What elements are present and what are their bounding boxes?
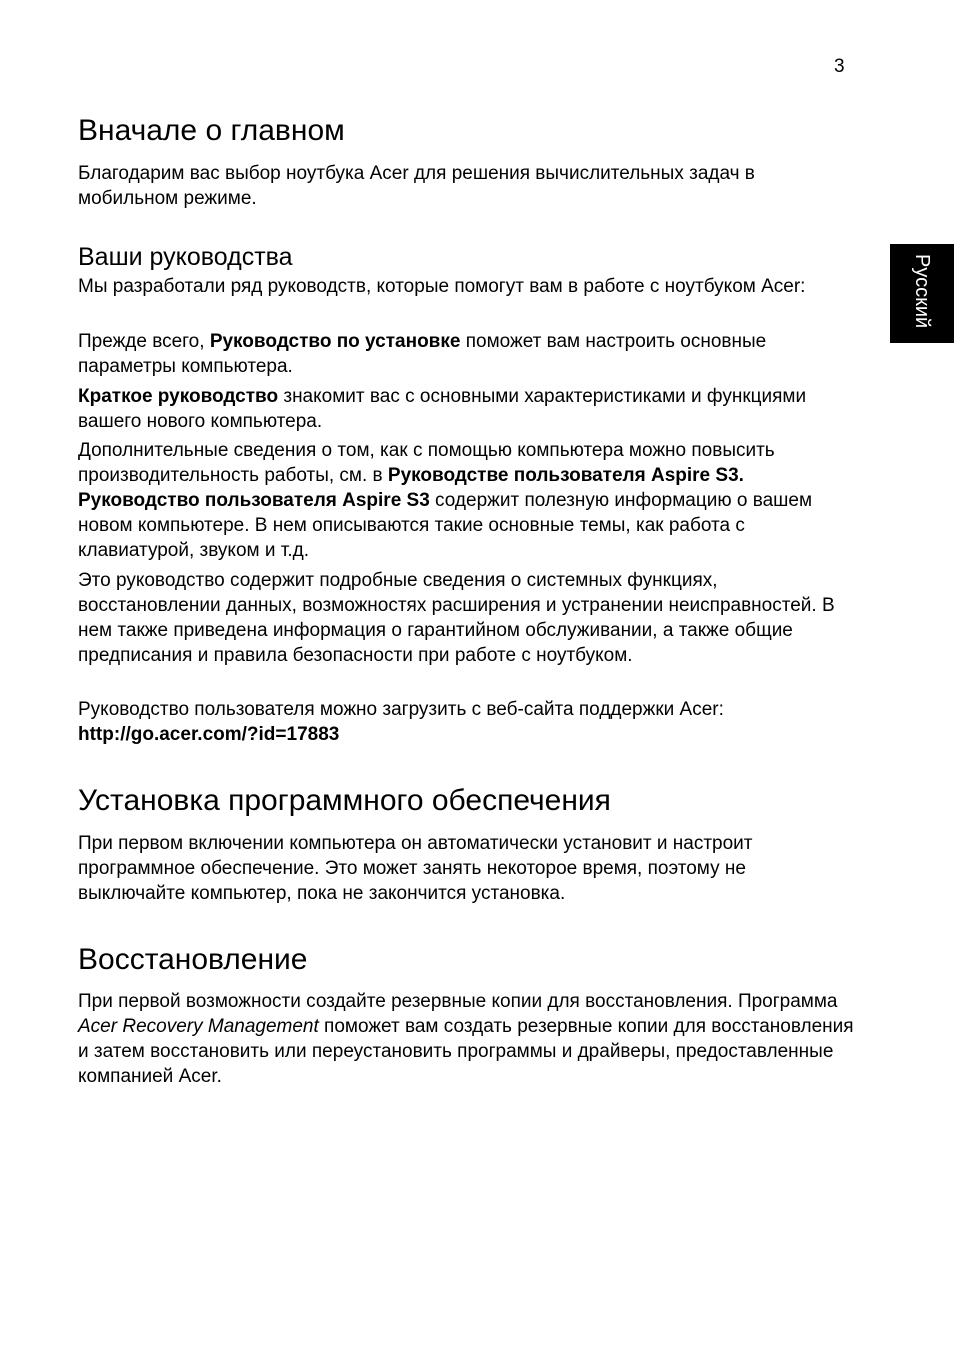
page-number: 3 (834, 56, 845, 77)
guides-p3-text: знакомит вас с основными характеристиками и функциями вашего нового компьютера. (78, 386, 807, 432)
section-title-guides: Ваши руководства (78, 243, 293, 271)
software-paragraph: При первом включении компьютера он автоматически установит и настроит программное обеспечение. Это может занять некоторое время, поэтому не выключайте компьютер, пока не закончится установка. (78, 833, 753, 904)
guides-p4-text-b: содержит полезную информацию о вашем новом компьютере. В нем описываются такие основные темы, как работа с клавиатурой, звуком и т.д. (78, 490, 813, 561)
section-title-software: Установка программного обеспечения (78, 784, 611, 817)
guides-paragraph-3 (78, 384, 858, 434)
recovery-text-b: поможет вам создать резервные копии для восстановления и затем восстановить или переустановить программы и драйверы, предоставленные компанией Acer. (78, 1016, 854, 1087)
recovery-program-name: Acer Recovery Management (78, 1016, 319, 1037)
language-tab (890, 244, 954, 343)
intro-paragraph: Благодарим вас выбор ноутбука Acer для решения вычислительных задач в мобильном режиме. (78, 163, 755, 209)
guides-p4-text-a: Дополнительные сведения о том, как с помощью компьютера можно повысить производительность работы, см. в (78, 440, 775, 486)
user-guide-name-1: Руководстве пользователя Aspire S3. (387, 465, 744, 486)
guides-paragraph-4 (78, 438, 858, 563)
recovery-text-a: При первой возможности создайте резервные копии для восстановления. Программа (78, 991, 838, 1012)
setup-guide-name: Руководство по установке (209, 331, 461, 352)
recovery-paragraph (78, 989, 858, 1089)
user-guide-name-2: Руководство пользователя Aspire S3 (78, 490, 430, 511)
support-url-link[interactable]: http://go.acer.com/?id=17883 (78, 724, 340, 745)
guides-p6-text: Руководство пользователя можно загрузить с веб-сайта поддержки Acer: (78, 699, 724, 720)
section-title-recovery: Восстановление (78, 943, 308, 976)
guides-paragraph-5: Это руководство содержит подробные сведения о системных функциях, восстановлении данных, возможностях расширения и устранении неисправностей. В нем также приведена информация о гарантийном обслуживании, а также общие предписания и правила безопасности при работе с ноутбуком. (78, 570, 835, 666)
guides-paragraph-2 (78, 329, 858, 379)
guides-paragraph-1: Мы разработали ряд руководств, которые помогут вам в работе с ноутбуком Acer: (78, 276, 806, 297)
quick-guide-name: Краткое руководство (78, 386, 279, 407)
section-title-intro: Вначале о главном (78, 114, 345, 147)
guides-p2-text-a: Прежде всего, (78, 331, 210, 352)
guides-p2-text-b: поможет вам настроить основные параметры компьютера. (78, 331, 767, 377)
language-tab-label: Русский (911, 254, 933, 329)
guides-paragraph-6 (78, 697, 858, 747)
